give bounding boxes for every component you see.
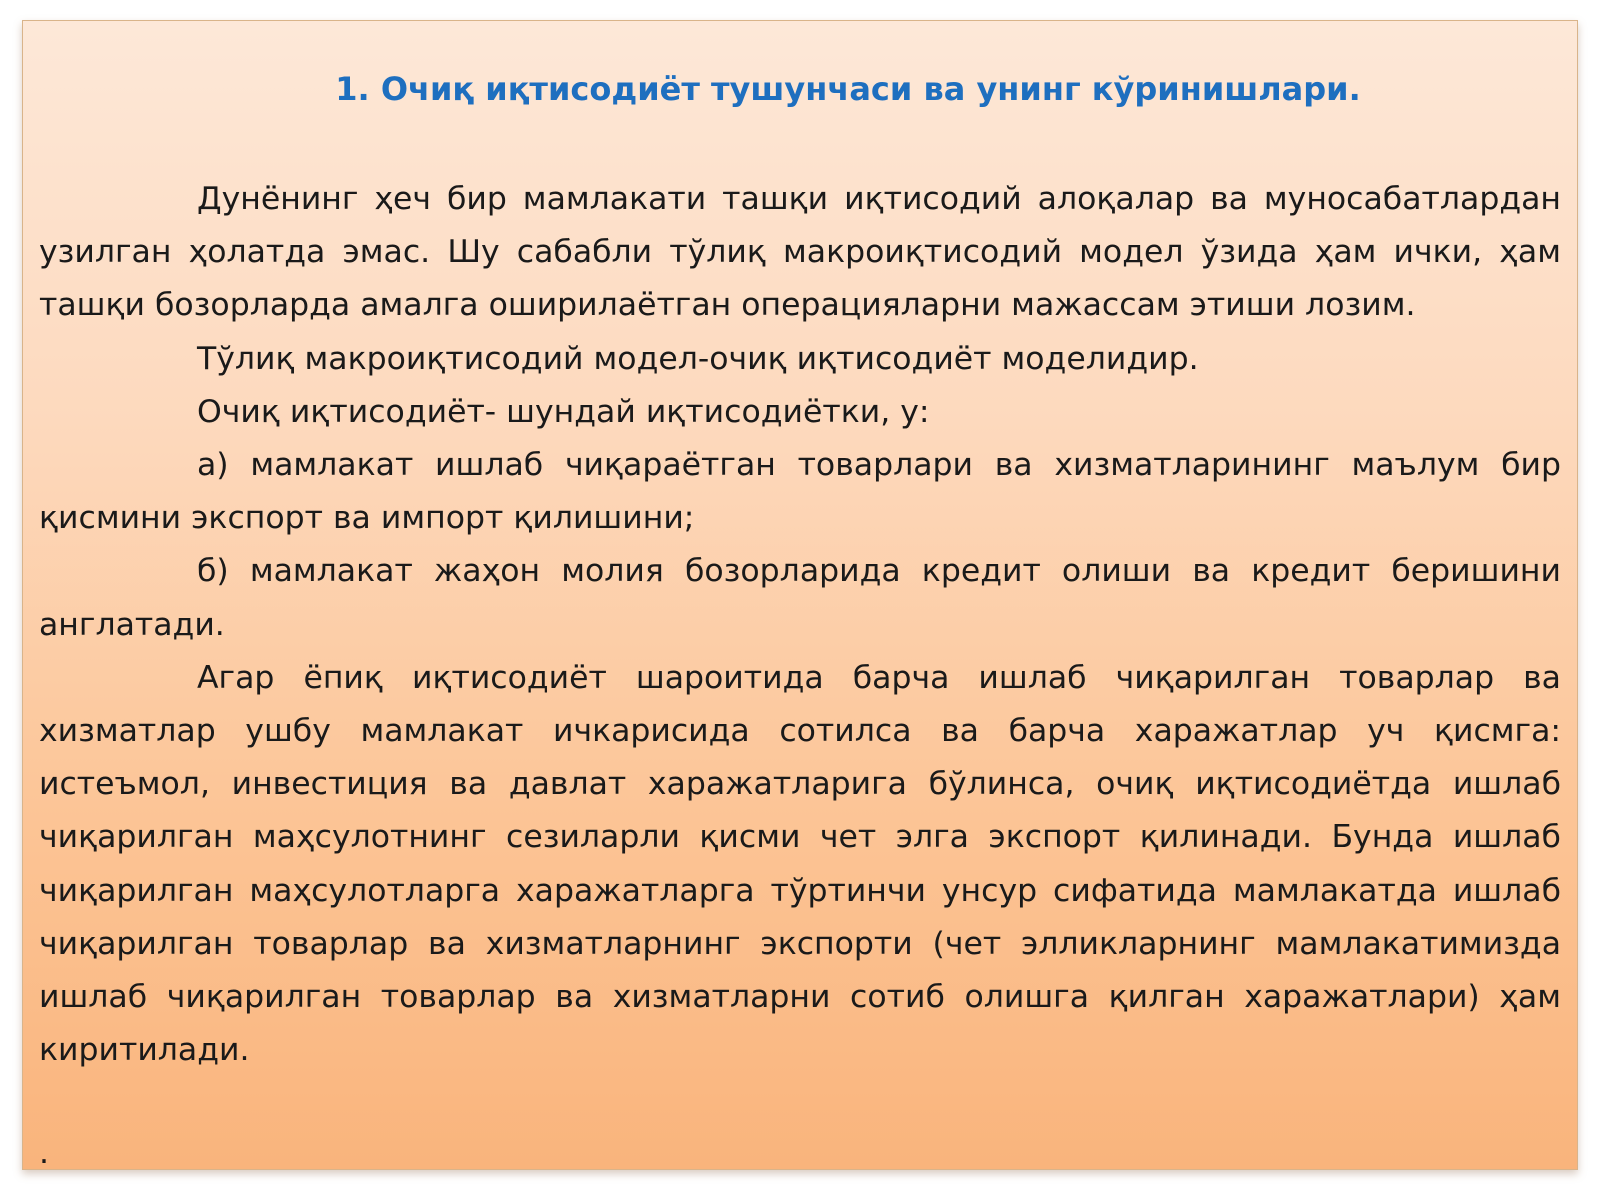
paragraph-open-economy: Очиқ иқтисодиёт- шундай иқтисодиётки, у: bbox=[197, 393, 930, 430]
slide-body bbox=[39, 173, 1561, 1077]
paragraph-item-b: б) мамлакат жаҳон молия бозорларида кредит олиши ва кредит беришини англатади. bbox=[39, 553, 1561, 643]
paragraph-definition: Тўлиқ макроиқтисодий модел-очиқ иқтисодиёт моделидир. bbox=[197, 340, 1199, 377]
paragraph-closing: Агар ёпиқ иқтисодиёт шароитида барча ишлаб чиқарилган товарлар ва хизматлар ушбу мамлакат ичкарисида сотилса ва барча харажатлар уч қисмга: истеъмол, инвестиция ва давлат харажатларига бўлинса, очиқ иқтисодиётда ишлаб чиқарилган маҳсулотнинг сезиларли қисми чет элга экспорт қилинади. Бунда ишлаб чиқарилган маҳсулотларга харажатларга тўртинчи унсур сифатида мамлакатда ишлаб чиқарилган товарлар ва хизматларнинг экспорти (чет элликларнинг мамлакатимизда ишлаб чиқарилган товарлар ва хизматларни сотиб олишга қилган харажатлари) ҳам киритилади. bbox=[39, 659, 1561, 1069]
paragraph-intro: Дунёнинг ҳеч бир мамлакати ташқи иқтисодий алоқалар ва муносабатлардан узилган ҳолатда эмас. Шу сабабли тўлиқ макроиқтисодий модел ўзида ҳам ички, ҳам ташқи бозорларда амалга оширилаётган операцияларни мажассам этиши лозим. bbox=[39, 181, 1561, 324]
slide bbox=[22, 20, 1578, 1170]
paragraph-item-a: а) мамлакат ишлаб чиқараётган товарлари ва хизматларининг маълум бир қисмини экспорт ва импорт қилишини; bbox=[39, 447, 1561, 537]
slide-title: 1. Очиқ иқтисодиёт тушунчаси ва унинг кўринишлари. bbox=[335, 70, 1361, 108]
trailing-mark: . bbox=[39, 1135, 50, 1171]
